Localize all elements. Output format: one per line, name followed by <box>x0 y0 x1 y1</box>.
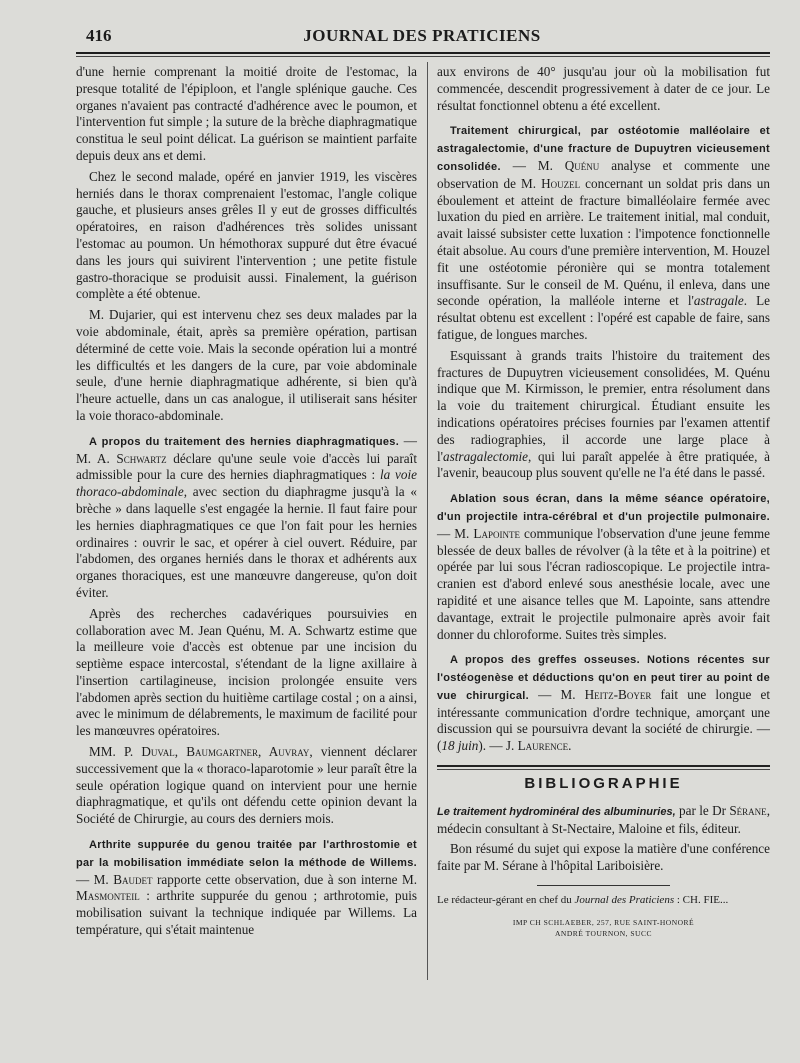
dash: — M. <box>76 871 114 887</box>
dash: — M. <box>528 686 585 702</box>
section-greffes <box>437 651 770 755</box>
author-name: Schwartz <box>116 450 167 466</box>
text: analyse et commente une observation de M. <box>437 157 770 191</box>
author-name: Houzel <box>541 175 581 191</box>
imprint <box>437 917 770 939</box>
text: rapporte cette observation, due à son interne M. <box>152 871 417 887</box>
text: MM. P. <box>89 744 142 760</box>
left-column <box>76 64 417 943</box>
right-column <box>437 64 770 939</box>
text: Le rédacteur-gérant en chef du <box>437 894 575 907</box>
end-rule <box>537 885 670 886</box>
dash: — M. A. <box>76 432 417 466</box>
dash: — M. <box>437 525 474 541</box>
page-number: 416 <box>86 26 112 45</box>
section-title: A propos des greffes osseuses. Notions récentes sur l'ostéogenèse et déductions qu'on en peut tirer au point de vue chirurgical. <box>437 654 770 702</box>
text: déclare qu'une seule voie d'accès lui paraît admissible pour la cure des hernies diaphragmatiques : <box>76 450 417 483</box>
text: fait une longue et intéressante communication d'ordre technique, amorçant une discussion qui se poursuivra devant la société de chirurgie. — ( <box>437 686 770 754</box>
italic-text: astragalectomie <box>443 448 529 464</box>
biblio-title: Le traitement hydrominéral des albuminuries, <box>437 805 676 818</box>
dash: — M. <box>500 157 565 173</box>
paragraph: d'une hernie comprenant la moitié droite de l'estomac, la presque totalité de l'épiploon, et l'angle splénique gauche. Ces organes n'avaient pas contracté d'adhérence avec le poumon, et l'intervention fut simple ; la suture de la brèche diaphragmatique constitua le seul point délicat. La guérison se maintient parfaite depuis deux ans et demi. <box>76 64 417 163</box>
section-title: A propos du traitement des hernies diaphragmatiques. <box>89 435 400 448</box>
author-name: Sérane <box>729 802 767 818</box>
section-hernies <box>76 433 417 602</box>
section-arthrite <box>76 836 417 939</box>
text: , avec section du diaphragme jusqu'à la « brèche » dans laquelle s'est engagée la hernie. Il faut faire pour les hernies diaphragmatiques ce que l'on fait pour les hernies ordinaires : ouvrir le sac, et opérer à ciel ouvert. Réduire, par l'abdomen, des organes herniés dans le thorax et adhérents aux organes thoraciques, est une manœuvre dangereuse, qu'on doit éviter. <box>76 484 417 600</box>
paragraph <box>437 348 770 482</box>
journal-name: Journal des Praticiens <box>574 894 675 907</box>
author-name: Baudet <box>113 871 153 887</box>
author-name: Quénu <box>564 157 600 173</box>
author-name: Lapointe <box>473 525 520 541</box>
date-text: 18 juin <box>441 738 479 754</box>
text: , médecin consultant à St-Nectaire, Maloine et fils, éditeur. <box>437 802 770 836</box>
section-title: Traitement chirurgical, par ostéotomie malléolaire et astragalectomie, d'une fracture de Dupuytren vicieusement consolidée. <box>437 125 770 173</box>
section-title: Ablation sous écran, dans la même séance opératoire, d'un projectile intra-cérébral et d'un projectile pulmonaire. <box>437 493 770 523</box>
biblio-entry <box>437 803 770 838</box>
author-name: Laurence <box>517 738 569 754</box>
section-dupuytren <box>437 122 770 343</box>
column-divider <box>427 62 428 980</box>
text: , qui lui paraît appelée à être pratiquée, à l'avenir, beaucoup plus souvent qu'elle ne l'a été dans le passé. <box>437 448 770 481</box>
italic-text: astragale <box>693 293 744 309</box>
author-name: Masmonteil <box>76 888 140 904</box>
text: Esquissant à grands traits l'histoire du traitement des fractures de Dupuytren vicieusement consolidées, M. Quénu indique que M. Kirmisson, le premier, entra résolument dans la voie du traitement chirurgical. Étudiant ensuite les indications opératoires précises fournies par l'examen attentif des radiographies, il accorde une large place à l' <box>437 347 770 464</box>
text: par le Dr <box>675 802 730 818</box>
section-ablation <box>437 490 770 643</box>
paragraph: aux environs de 40° jusqu'au jour où la mobilisation fut commencée, descendit progressivement à dater de ce jour. Le résultat fonctionnel obtenu a été excellent. <box>437 64 770 113</box>
text: ). — J. <box>478 738 518 754</box>
imprint-line: ANDRÉ TOURNON, SUCC <box>555 928 652 938</box>
paragraph: Bon résumé du sujet qui expose la matière d'une conférence faite par M. Sérane à l'hôpital Lariboisière. <box>437 841 770 874</box>
text: . Le résultat obtenu est excellent : l'opéré est capable de faire, sans fatigue, de longues marches. <box>437 293 770 342</box>
text: communique l'observation d'une jeune femme blessée de deux balles de révolver (à la tête et à la poitrine) et opérée par lui sous l'écran radioscopique. Le projectile intra-cranien est d'abord enlevé sous anesthésie locale, avec une rapidité et une aisance telles que M. Lapointe, sans attendre davantage, extrait le projectile pulmonaire après avoir fait donner du chloroforme. Suites très simples. <box>437 525 770 642</box>
text: : arthrite suppurée du genou ; arthrotomie, puis mobilisation suivant la technique indiquée par Willems. La température, qui s'était maintenue <box>76 888 417 938</box>
header-rule <box>76 52 770 54</box>
paragraph: Chez le second malade, opéré en janvier 1919, les viscères herniés dans le thorax comprenaient l'estomac, l'angle colique gauche, et plusieurs anses grêles Il y eut de grosses difficultés opératoires, en raison d'adhérences très solides unissant l'estomac au poumon. Un hémothorax suppuré dut être évacué dans les jours qui suivirent l'intervention ; une petite fistule gastro-thoracique se produisit aussi. Finalement, la guérison complète a été obtenue. <box>76 168 417 302</box>
text: concernant un soldat pris dans un éboulement et atteint de fracture bimalléolaire fermée avec luxation du pied en arrière. Le traitement initial, mal conduit, avait laissé subsister cette luxation : l'impotence fonctionnelle était absolue. Au cours d'une première intervention, M. Houzel fit une ostéotomie péronière qui se montra totalement insuffisante. Sur le conseil de M. Quénu, il enleva, dans une seconde opération, la malléole interne et l' <box>437 175 770 309</box>
imprint-line: IMP CH SCHLAEBER, 257, RUE SAINT-HONORÉ <box>512 917 695 927</box>
editor-line <box>437 892 770 909</box>
section-title: Arthrite suppurée du genou traitée par l'arthrostomie et par la mobilisation immédiate selon la méthode de Willems. <box>76 839 417 869</box>
author-name: Heitz-Boyer <box>584 686 652 702</box>
text: : CH. FIE... <box>674 894 729 907</box>
paragraph <box>76 744 417 828</box>
biblio-rule <box>437 765 770 767</box>
page-header <box>72 26 772 50</box>
text: viennent déclarer successivement que la « thoraco-laparotomie » leur paraît être la seule opération logique quand on intervient pour une hernie diaphragmatique, et qu'ils ont défendu cette opinion devant la Société de Chirurgie, au cours des derniers mois. <box>76 744 417 827</box>
bibliography-heading: BIBLIOGRAPHIE <box>524 775 683 793</box>
text: . <box>568 738 572 754</box>
paragraph: M. Dujarier, qui est intervenu chez ses deux malades par la voie abdominale, était, après sa première opération, partisan déterminé de cette voie. Mais la seconde opération lui a montré les difficultés et les dangers de la cure, par voie abdominale seule, d'une hernie diaphragmatique adhérente, si bien qu'à l'heure actuelle, dans un cas analogue, il utiliserait sans hésiter la voie thoraco-abdominale. <box>76 307 417 423</box>
biblio-rule-thin <box>437 769 770 770</box>
header-rule-thin <box>76 56 770 57</box>
journal-title: JOURNAL DES PRATICIENS <box>303 26 541 45</box>
paragraph: Après des recherches cadavériques poursuivies en collaboration avec M. Jean Quénu, M. A. Schwartz estime que la meilleure voie d'accès est obtenue par une incision du septième espace intercostal, s'étendant de la ligne axillaire à l'insertion cartilagineuse, incision prolongée ensuite vers l'abdomen après section du huitième cartilage costal ; on a ainsi, avec le minimum de délabrements, le maximum de facilité pour les manœuvres opératoires. <box>76 605 417 739</box>
author-names: Duval, Baumgartner, Auvray, <box>141 744 313 760</box>
italic-text: la voie thoraco-abdominale <box>76 467 417 500</box>
